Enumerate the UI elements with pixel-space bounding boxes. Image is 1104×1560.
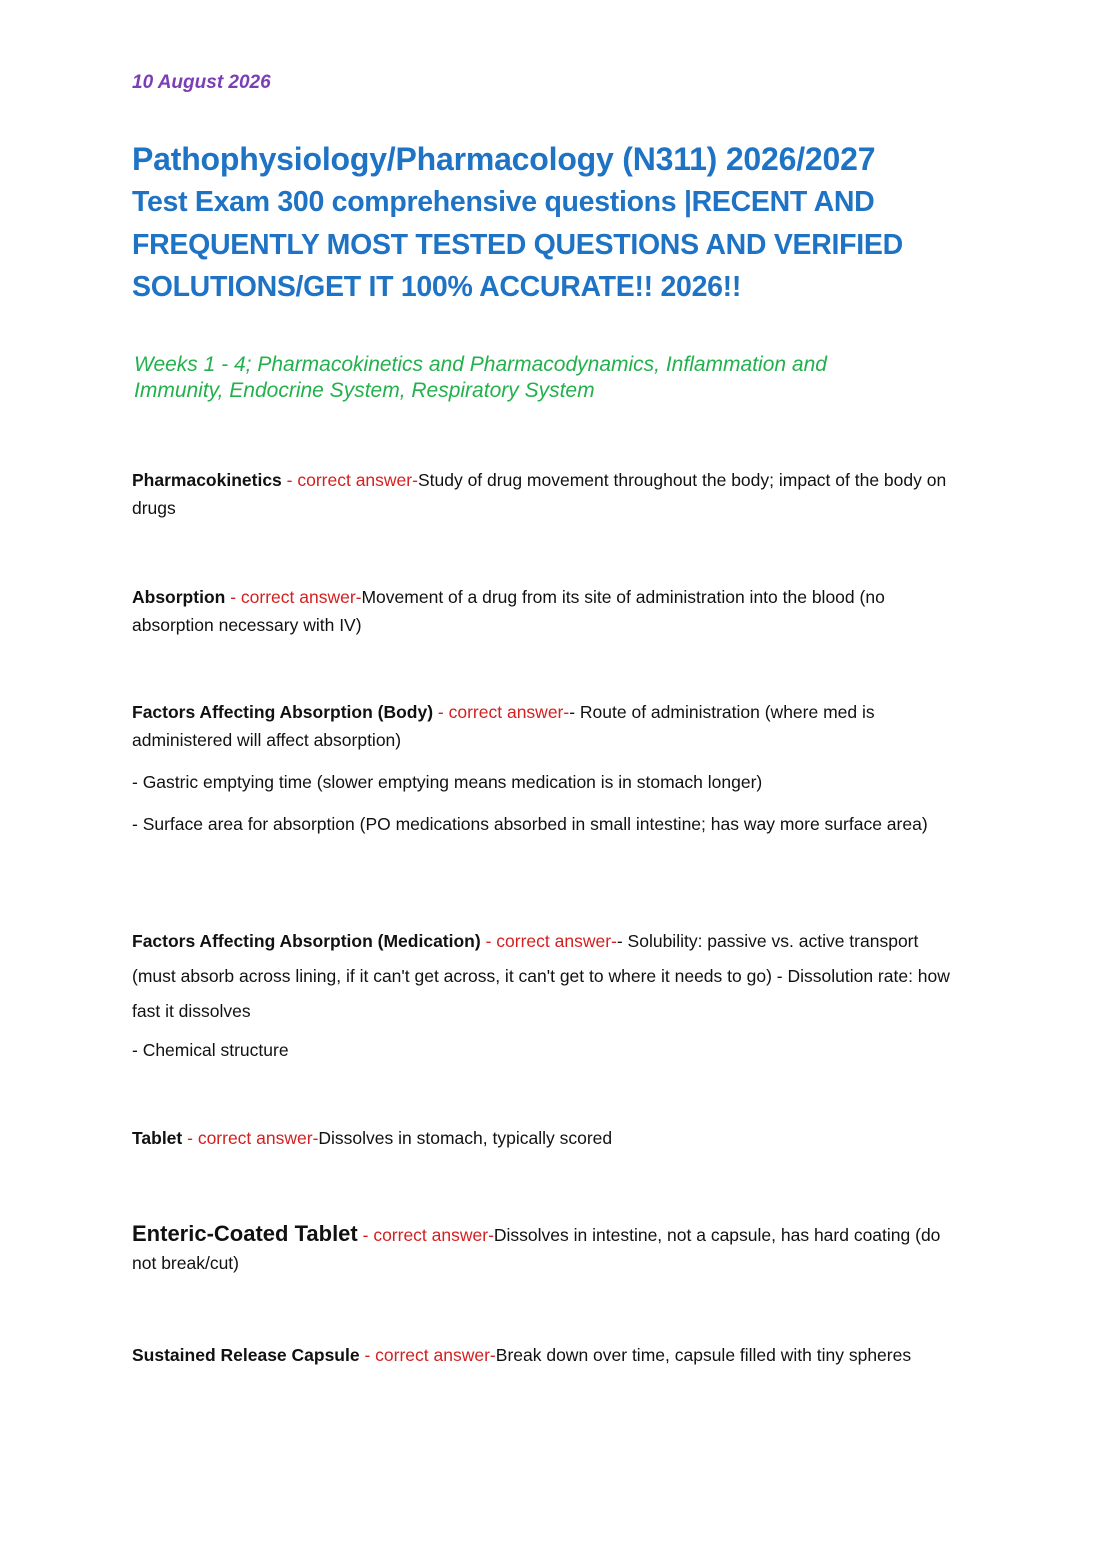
qa-text <box>132 924 962 1029</box>
qa-item <box>132 1220 962 1277</box>
correct-answer-label: correct answer- <box>375 1345 496 1365</box>
qa-term: Factors Affecting Absorption (Body) <box>132 702 434 722</box>
qa-item <box>132 698 962 838</box>
qa-text <box>132 466 962 522</box>
topics-line: Immunity, Endocrine System, Respiratory System <box>134 379 595 402</box>
title-line: Test Exam 300 comprehensive questions |RECENT AND <box>132 186 875 218</box>
correct-answer-label: correct answer- <box>240 587 362 607</box>
separator: - <box>433 702 449 722</box>
qa-answer: Break down over time, capsule filled with tiny spheres <box>495 1345 912 1365</box>
separator: - <box>225 587 241 607</box>
topics-subtitle <box>134 352 954 404</box>
separator: - <box>182 1128 198 1148</box>
qa-text <box>132 1124 962 1152</box>
document-title <box>132 137 962 309</box>
qa-answer: - Route of administration (where med is administered will affect absorption) <box>132 702 875 750</box>
topics-line: Weeks 1 - 4; Pharmacokinetics and Pharmacodynamics, Inflammation and <box>134 353 827 376</box>
qa-answer: Dissolves in intestine, not a capsule, has hard coating (do not break/cut) <box>132 1225 941 1273</box>
qa-text <box>132 698 962 754</box>
qa-bullet: - Gastric emptying time (slower emptying means medication is in stomach longer) <box>132 772 763 792</box>
title-line: FREQUENTLY MOST TESTED QUESTIONS AND VERIFIED <box>132 228 903 261</box>
title-line: SOLUTIONS/GET IT 100% ACCURATE!! 2026!! <box>132 271 742 303</box>
title-line: Pathophysiology/Pharmacology (N311) 2026/2027 <box>132 141 876 177</box>
qa-item <box>132 1124 962 1152</box>
qa-answer: - Solubility: passive vs. active transport (must absorb across lining, if it can't get across, it can't get to where it needs to go) - Dissolution rate: how fast it dissolves <box>132 931 950 1021</box>
document-date: 10 August 2026 <box>132 72 271 93</box>
qa-bullet: - Chemical structure <box>132 1040 289 1060</box>
qa-term: Tablet <box>132 1128 183 1148</box>
qa-term: Pharmacokinetics <box>132 470 282 490</box>
correct-answer-label: correct answer- <box>197 1128 319 1148</box>
qa-answer: Movement of a drug from its site of administration into the blood (no absorption necessary with IV) <box>132 587 885 635</box>
qa-answer: Dissolves in stomach, typically scored <box>318 1128 613 1148</box>
qa-term: Absorption <box>132 587 226 607</box>
qa-item <box>132 1341 962 1369</box>
correct-answer-label: correct answer- <box>448 702 570 722</box>
correct-answer-label: correct answer- <box>496 931 617 951</box>
separator: - <box>281 470 298 490</box>
correct-answer-label: correct answer- <box>373 1225 494 1245</box>
correct-answer-label: correct answer- <box>297 470 418 490</box>
qa-text <box>132 1220 962 1277</box>
qa-text <box>132 583 962 639</box>
qa-bullet: - Surface area for absorption (PO medications absorbed in small intestine; has way more surface area) <box>132 814 928 834</box>
qa-item <box>132 466 962 522</box>
separator: - <box>359 1345 376 1365</box>
qa-term: Enteric-Coated Tablet <box>132 1221 358 1246</box>
qa-text <box>132 1341 962 1369</box>
qa-term: Factors Affecting Absorption (Medication) <box>132 931 481 951</box>
qa-item <box>132 583 962 639</box>
separator: - <box>357 1225 374 1245</box>
qa-item <box>132 924 962 1068</box>
qa-answer: Study of drug movement throughout the body; impact of the body on drugs <box>132 470 947 518</box>
separator: - <box>480 931 497 951</box>
qa-term: Sustained Release Capsule <box>132 1345 360 1365</box>
